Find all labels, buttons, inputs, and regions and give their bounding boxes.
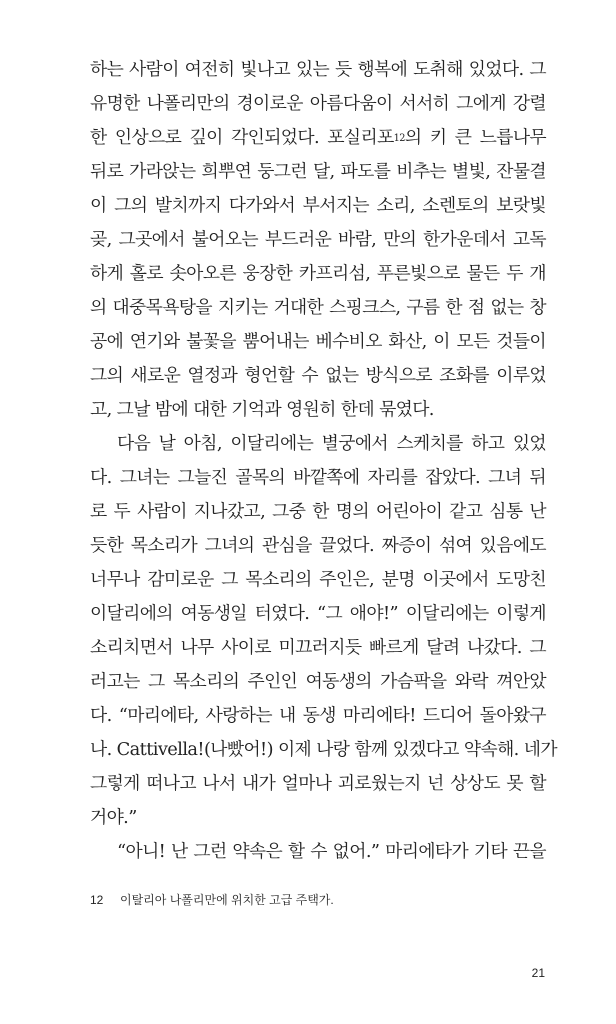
body-line: 고, 그날 밤에 대한 기억과 영원히 한데 묶였다.	[90, 399, 434, 420]
body-line: 곶, 그곳에서 불어오는 부드러운 바람, 만의 한가운데서 고독	[90, 229, 546, 250]
body-line: “아니! 난 그런 약속은 할 수 없어.” 마리에타가 기타 끈을	[117, 841, 546, 862]
body-line: 거야.”	[90, 807, 137, 828]
body-line: 나. Cattivella!(나빴어!) 이제 나랑 함께 있겠다고 약속해. 네가	[90, 739, 557, 760]
body-line: 유명한 나폴리만의 경이로운 아름다움이 서서히 그에게 강렬	[90, 93, 546, 114]
body-line: 그렇게 떠나고 나서 내가 얼마나 괴로웠는지 넌 상상도 못 할	[90, 773, 546, 794]
body-line: 이달리에의 여동생일 터였다. “그 애야!” 이달리에는 이렇게	[90, 603, 546, 624]
body-line: 러고는 그 목소리의 주인인 여동생의 가슴팍을 와락 껴안았	[90, 671, 546, 692]
body-line: 소리치면서 나무 사이로 미끄러지듯 빠르게 달려 나갔다. 그	[90, 637, 546, 658]
footnote-text: 이탈리아 나폴리만에 위치한 고급 주택가.	[120, 893, 334, 907]
footnote-reference: 12	[393, 133, 405, 145]
body-line: 그의 새로운 열정과 형언할 수 없는 방식으로 조화를 이루었	[90, 365, 546, 386]
page-number: 21	[531, 966, 545, 980]
body-line-text: 의 키 큰 느릅나무	[404, 127, 546, 148]
body-line: 로 두 사람이 지나갔고, 그중 한 명의 어린아이 같고 심통 난	[90, 501, 546, 522]
body-line	[90, 129, 546, 147]
body-line: 하게 홀로 솟아오른 웅장한 카프리섬, 푸른빛으로 물든 두 개	[90, 263, 546, 284]
body-line: 다. 그녀는 그늘진 골목의 바깥쪽에 자리를 잡았다. 그녀 뒤	[90, 467, 546, 488]
body-line-text: 한 인상으로 깊이 각인되었다. 포실리포	[90, 127, 394, 148]
body-line: 하는 사람이 여전히 빛나고 있는 듯 행복에 도취해 있었다. 그	[90, 59, 546, 80]
body-line: 너무나 감미로운 그 목소리의 주인은, 분명 이곳에서 도망친	[90, 569, 546, 590]
body-line: 뒤로 가라앉는 희뿌연 둥그런 달, 파도를 비추는 별빛, 잔물결	[90, 161, 546, 182]
footnote	[90, 894, 334, 906]
body-line: 이 그의 발치까지 다가와서 부서지는 소리, 소렌토의 보랏빛	[90, 195, 546, 216]
body-line: 의 대중목욕탕을 지키는 거대한 스핑크스, 구름 한 점 없는 창	[90, 297, 546, 318]
body-line: 공에 연기와 불꽃을 뿜어내는 베수비오 화산, 이 모든 것들이	[90, 331, 546, 352]
footnote-number: 12	[90, 893, 104, 907]
body-line: 다음 날 아침, 이달리에는 별궁에서 스케치를 하고 있었	[117, 433, 546, 454]
body-line: 다. “마리에타, 사랑하는 내 동생 마리에타! 드디어 돌아왔구	[90, 705, 546, 726]
body-line: 듯한 목소리가 그녀의 관심을 끌었다. 짜증이 섞여 있음에도	[90, 535, 546, 556]
